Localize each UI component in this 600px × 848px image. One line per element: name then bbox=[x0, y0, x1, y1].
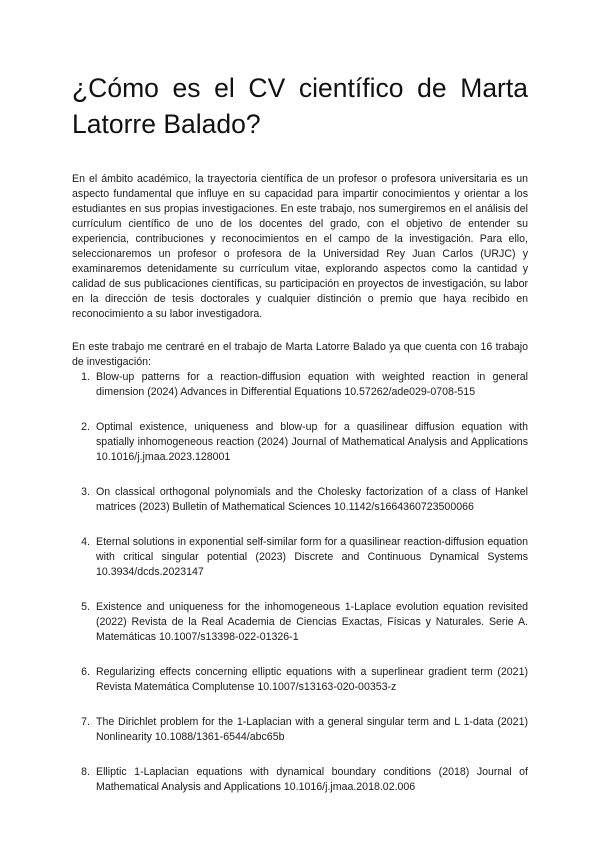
list-number: 7. bbox=[81, 716, 90, 728]
list-number: 8. bbox=[81, 766, 90, 778]
publication-text: Regularizing effects concerning elliptic equations with a superlinear gradient term (2021) Revista Matemática Complutense 10.1007/s13163-020-00353-z bbox=[96, 666, 528, 693]
publication-text: Existence and uniqueness for the inhomogeneous 1-Laplace evolution equation revisited (2022) Revista de la Real Academia de Ciencias Exactas, Físicas y Naturales. Serie A. Matemáticas 10.1007/s13398-022-01326-1 bbox=[96, 601, 528, 643]
list-number: 1. bbox=[81, 371, 90, 383]
list-item bbox=[72, 370, 528, 400]
list-item bbox=[72, 485, 528, 515]
document-page bbox=[72, 70, 528, 815]
publication-text: Optimal existence, uniqueness and blow-up for a quasilinear diffusion equation with spatially inhomogeneous reaction (2024) Journal of Mathematical Analysis and Applications 10.1016/j.jmaa.2023.128001 bbox=[96, 421, 528, 463]
list-number: 4. bbox=[81, 536, 90, 548]
publication-text: Eternal solutions in exponential self-similar form for a quasilinear reaction-diffusion equation with critical singular potential (2023) Discrete and Continuous Dynamical Systems 10.3934/dcds.2023147 bbox=[96, 536, 528, 578]
list-item bbox=[72, 665, 528, 695]
intro-paragraph: En el ámbito académico, la trayectoria científica de un profesor o profesora universitaria es un aspecto fundamental que influye en su capacidad para impartir conocimientos y orientar a los estudiantes en sus propias investigaciones. En este trabajo, nos sumergiremos en el análisis del currículum científico de uno de los docentes del grado, con el objetivo de entender su experiencia, contribuciones y reconocimientos en el campo de la investigación. Para ello, seleccionaremos un profesor o profesora de la Universidad Rey Juan Carlos (URJC) y examinaremos detenidamente su currículum vitae, explorando aspectos como la cantidad y calidad de sus publicaciones científicas, su participación en proyectos de investigación, su labor en la dirección de tesis doctorales y cualquier distinción o premio que haya recibido en reconocimiento a su labor investigadora. bbox=[72, 173, 528, 320]
publication-text: Blow-up patterns for a reaction-diffusion equation with weighted reaction in general dimension (2024) Advances in Differential Equations 10.57262/ade029-0708-515 bbox=[96, 371, 528, 398]
publication-list bbox=[72, 370, 528, 795]
list-number: 2. bbox=[81, 421, 90, 433]
page-title: ¿Cómo es el CV científico de Marta Latorre Balado? bbox=[72, 73, 528, 139]
list-number: 5. bbox=[81, 601, 90, 613]
list-number: 3. bbox=[81, 486, 90, 498]
list-number: 6. bbox=[81, 666, 90, 678]
publication-text: Elliptic 1-Laplacian equations with dynamical boundary conditions (2018) Journal of Mathematical Analysis and Applications 10.1016/j.jmaa.2018.02.006 bbox=[96, 766, 528, 793]
publication-text: On classical orthogonal polynomials and the Cholesky factorization of a class of Hankel matrices (2023) Bulletin of Mathematical Sciences 10.1142/s1664360723500066 bbox=[96, 486, 528, 513]
list-intro: En este trabajo me centraré en el trabajo de Marta Latorre Balado ya que cuenta con 16 trabajo de investigación: bbox=[72, 341, 528, 368]
list-item bbox=[72, 420, 528, 465]
list-item bbox=[72, 535, 528, 580]
publication-text: The Dirichlet problem for the 1-Laplacian with a general singular term and L 1-data (2021) Nonlinearity 10.1088/1361-6544/abc65b bbox=[96, 716, 528, 743]
list-item bbox=[72, 715, 528, 745]
list-item bbox=[72, 600, 528, 645]
list-item bbox=[72, 765, 528, 795]
